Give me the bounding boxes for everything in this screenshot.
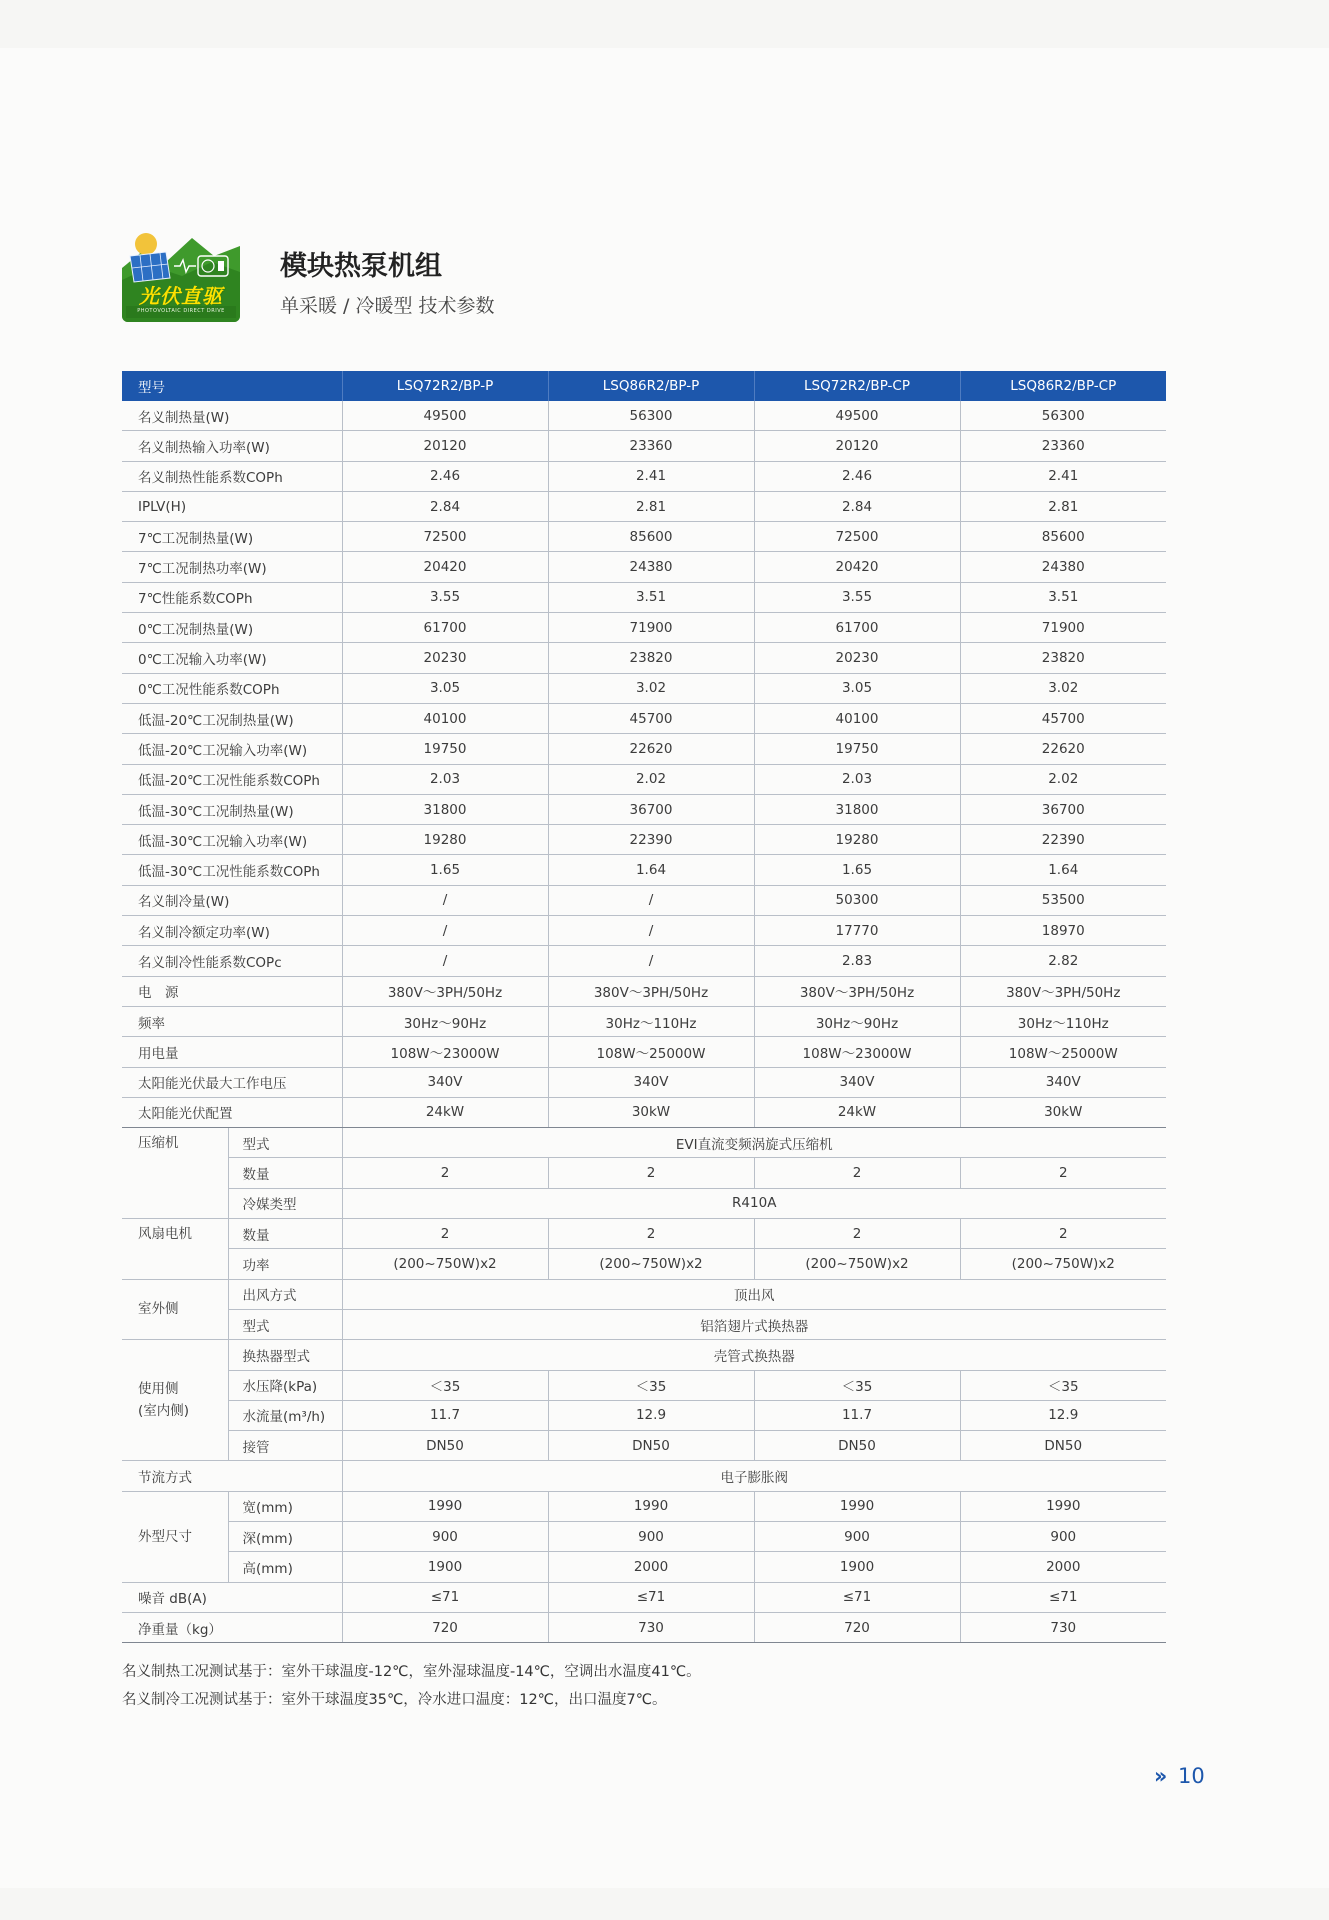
table-cell: / (342, 946, 548, 976)
table-cell: 36700 (548, 794, 754, 824)
table-cell: 1.64 (960, 855, 1166, 885)
table-cell: ≤71 (960, 1582, 1166, 1612)
table-cell: 3.02 (960, 673, 1166, 703)
table-cell: 19280 (342, 825, 548, 855)
group-label-line: (室内侧) (138, 1403, 190, 1420)
table-row (122, 976, 1166, 1006)
table-cell: 340V (342, 1067, 548, 1097)
table-cell: 61700 (754, 613, 960, 643)
table-row (122, 1461, 1166, 1491)
table-cell: 2 (960, 1158, 1166, 1188)
table-cell: 23820 (548, 643, 754, 673)
table-cell: 2 (960, 1219, 1166, 1249)
double-chevron-icon: ›› (1154, 1764, 1164, 1788)
table-cell: 340V (754, 1067, 960, 1097)
page-title: 模块热泵机组 (280, 251, 442, 282)
row-label: IPLV(H) (122, 491, 342, 521)
table-cell: 2000 (960, 1552, 1166, 1582)
row-label: 低温-30℃工况性能系数COPh (122, 855, 342, 885)
table-cell: 2.81 (960, 491, 1166, 521)
table-cell: 2000 (548, 1552, 754, 1582)
row-label: 0℃工况性能系数COPh (122, 673, 342, 703)
logo-subtext: PHOTOVOLTAIC DIRECT DRIVE (137, 308, 225, 314)
sub-label: 出风方式 (228, 1279, 342, 1309)
table-cell: / (548, 946, 754, 976)
table-row (122, 885, 1166, 915)
table-cell: 1.64 (548, 855, 754, 885)
table-cell: / (548, 885, 754, 915)
table-cell: 24380 (548, 552, 754, 582)
table-cell: 1.65 (342, 855, 548, 885)
table-cell: 23820 (960, 643, 1166, 673)
table-cell: 720 (754, 1612, 960, 1642)
table-cell: 30Hz～110Hz (548, 1006, 754, 1036)
table-row (122, 1128, 1166, 1158)
table-cell: ＜35 (548, 1370, 754, 1400)
table-cell: (200~750W)x2 (548, 1249, 754, 1279)
table-row (122, 1279, 1166, 1309)
group-label-outdoor: 室外侧 (122, 1279, 228, 1340)
merged-cell: 电子膨胀阀 (342, 1461, 1166, 1491)
table-cell: ≤71 (754, 1582, 960, 1612)
table-cell: 56300 (548, 401, 754, 431)
table-body (122, 401, 1166, 1128)
table-row (122, 1431, 1166, 1461)
sub-label: 高(mm) (228, 1552, 342, 1582)
table-row (122, 431, 1166, 461)
table-cell: 20420 (754, 552, 960, 582)
table-row (122, 1491, 1166, 1521)
sub-label: 水压降(kPa) (228, 1370, 342, 1400)
table-cell: 2 (754, 1219, 960, 1249)
row-label: 太阳能光伏配置 (122, 1097, 342, 1127)
table-cell: 23360 (548, 431, 754, 461)
table-cell: 49500 (342, 401, 548, 431)
row-label: 低温-30℃工况输入功率(W) (122, 825, 342, 855)
table-cell: 2 (342, 1219, 548, 1249)
column-header: LSQ72R2/BP-CP (754, 371, 960, 401)
table-row (122, 461, 1166, 491)
table-cell: 730 (960, 1612, 1166, 1642)
column-header: LSQ72R2/BP-P (342, 371, 548, 401)
table-row (122, 522, 1166, 552)
row-label: 噪音 dB(A) (122, 1582, 342, 1612)
sub-label: 冷媒类型 (228, 1188, 342, 1218)
row-label: 名义制冷量(W) (122, 885, 342, 915)
merged-cell: EVI直流变频涡旋式压缩机 (342, 1128, 1166, 1158)
table-row (122, 794, 1166, 824)
table-cell: DN50 (548, 1431, 754, 1461)
table-cell: 30Hz～90Hz (754, 1006, 960, 1036)
table-cell: 30kW (548, 1097, 754, 1127)
table-cell: 2.03 (342, 764, 548, 794)
table-cell: 3.55 (754, 582, 960, 612)
table-cell: 20120 (754, 431, 960, 461)
sub-label: 水流量(m³/h) (228, 1400, 342, 1430)
merged-cell: 铝箔翅片式换热器 (342, 1309, 1166, 1339)
table-row (122, 673, 1166, 703)
sub-label: 数量 (228, 1158, 342, 1188)
table-cell: 19750 (754, 734, 960, 764)
table-cell: ＜35 (960, 1370, 1166, 1400)
table-cell: 22390 (548, 825, 754, 855)
table-cell: 3.51 (548, 582, 754, 612)
table-cell: 900 (754, 1521, 960, 1551)
table-cell: 3.05 (342, 673, 548, 703)
table-cell: 2.81 (548, 491, 754, 521)
table-cell: 2 (342, 1158, 548, 1188)
table-cell: 2.46 (754, 461, 960, 491)
row-label: 名义制热量(W) (122, 401, 342, 431)
table-cell: 22620 (960, 734, 1166, 764)
table-cell: 3.05 (754, 673, 960, 703)
row-label: 名义制冷额定功率(W) (122, 916, 342, 946)
table-row (122, 946, 1166, 976)
row-label: 太阳能光伏最大工作电压 (122, 1067, 342, 1097)
table-row (122, 401, 1166, 431)
table-cell: 71900 (960, 613, 1166, 643)
footnotes (122, 1658, 701, 1714)
column-header: 型号 (122, 371, 342, 401)
table-cell: 2 (754, 1158, 960, 1188)
table-cell: 50300 (754, 885, 960, 915)
table-cell: 2.03 (754, 764, 960, 794)
table-row (122, 703, 1166, 733)
row-label: 电 源 (122, 976, 342, 1006)
group-label-compressor: 压缩机 (122, 1128, 228, 1219)
table-cell: 108W～23000W (342, 1037, 548, 1067)
sub-label: 宽(mm) (228, 1491, 342, 1521)
table-cell: (200~750W)x2 (754, 1249, 960, 1279)
table-cell: 72500 (342, 522, 548, 552)
table-cell: 56300 (960, 401, 1166, 431)
table-cell: 19750 (342, 734, 548, 764)
table-cell: 45700 (960, 703, 1166, 733)
table-cell: 108W～25000W (548, 1037, 754, 1067)
table-cell: 36700 (960, 794, 1166, 824)
table-row (122, 643, 1166, 673)
table-cell: (200~750W)x2 (960, 1249, 1166, 1279)
table-cell: 2.83 (754, 946, 960, 976)
table-cell: 730 (548, 1612, 754, 1642)
sub-label: 换热器型式 (228, 1340, 342, 1370)
table-row (122, 613, 1166, 643)
table-cell: 2.41 (960, 461, 1166, 491)
table-row (122, 1552, 1166, 1582)
table-cell: (200~750W)x2 (342, 1249, 548, 1279)
table-cell: 12.9 (960, 1400, 1166, 1430)
table-cell: 61700 (342, 613, 548, 643)
spec-table (122, 371, 1166, 1643)
row-label: 频率 (122, 1006, 342, 1036)
table-cell: 1990 (342, 1491, 548, 1521)
table-row (122, 825, 1166, 855)
table-cell: 20120 (342, 431, 548, 461)
table-cell: 30Hz～90Hz (342, 1006, 548, 1036)
table-row (122, 1249, 1166, 1279)
table-cell: 31800 (342, 794, 548, 824)
table-cell: 3.51 (960, 582, 1166, 612)
sub-label: 接管 (228, 1431, 342, 1461)
table-cell: 2.46 (342, 461, 548, 491)
sub-label: 数量 (228, 1219, 342, 1249)
page-subtitle: 单采暖 / 冷暖型 技术参数 (280, 295, 495, 317)
table-cell: 20230 (342, 643, 548, 673)
table-cell: 30kW (960, 1097, 1166, 1127)
table-row (122, 1309, 1166, 1339)
row-label: 0℃工况输入功率(W) (122, 643, 342, 673)
table-row (122, 1097, 1166, 1127)
merged-cell: 壳管式换热器 (342, 1340, 1166, 1370)
row-label: 低温-20℃工况性能系数COPh (122, 764, 342, 794)
table-cell: 24380 (960, 552, 1166, 582)
table-cell: 1990 (960, 1491, 1166, 1521)
merged-cell: 顶出风 (342, 1279, 1166, 1309)
row-label: 低温-30℃工况制热量(W) (122, 794, 342, 824)
table-cell: / (342, 885, 548, 915)
table-cell: 2.41 (548, 461, 754, 491)
table-cell: 85600 (548, 522, 754, 552)
table-row (122, 1400, 1166, 1430)
table-row (122, 1067, 1166, 1097)
table-header-row (122, 371, 1166, 401)
table-cell: 12.9 (548, 1400, 754, 1430)
table-cell: 24kW (342, 1097, 548, 1127)
row-label: 7℃性能系数COPh (122, 582, 342, 612)
table-cell: ＜35 (754, 1370, 960, 1400)
table-cell: 24kW (754, 1097, 960, 1127)
table-cell: 900 (342, 1521, 548, 1551)
table-cell: / (342, 916, 548, 946)
column-header: LSQ86R2/BP-CP (960, 371, 1166, 401)
table-row (122, 855, 1166, 885)
row-label: 名义制冷性能系数COPc (122, 946, 342, 976)
table-cell: 1900 (754, 1552, 960, 1582)
table-row (122, 1006, 1166, 1036)
row-label: 节流方式 (122, 1461, 342, 1491)
table-cell: 2 (548, 1158, 754, 1188)
table-cell: 40100 (342, 703, 548, 733)
table-cell: 31800 (754, 794, 960, 824)
table-cell: 71900 (548, 613, 754, 643)
page-number (1154, 1764, 1205, 1788)
page-number-value: 10 (1178, 1764, 1205, 1788)
footnote-cooling: 名义制冷工况测试基于：室外干球温度35℃，冷水进口温度：12℃，出口温度7℃。 (122, 1692, 667, 1708)
table-cell: 85600 (960, 522, 1166, 552)
table-cell: 1.65 (754, 855, 960, 885)
table-cell: 3.02 (548, 673, 754, 703)
table-cell: 20230 (754, 643, 960, 673)
table-row (122, 1158, 1166, 1188)
table-cell: DN50 (754, 1431, 960, 1461)
row-label: 0℃工况制热量(W) (122, 613, 342, 643)
sub-label: 型式 (228, 1128, 342, 1158)
table-cell: ≤71 (342, 1582, 548, 1612)
table-cell: ≤71 (548, 1582, 754, 1612)
group-label-indoor (122, 1340, 228, 1461)
table-cell: 340V (960, 1067, 1166, 1097)
sub-label: 深(mm) (228, 1521, 342, 1551)
table-cell: 1990 (548, 1491, 754, 1521)
table-cell: 18970 (960, 916, 1166, 946)
table-cell: 108W～23000W (754, 1037, 960, 1067)
table-row (122, 1037, 1166, 1067)
table-cell: 2 (548, 1219, 754, 1249)
table-cell: 380V～3PH/50Hz (342, 976, 548, 1006)
table-cell: 1900 (342, 1552, 548, 1582)
footnote-heating: 名义制热工况测试基于：室外干球温度-12℃，室外湿球温度-14℃，空调出水温度41℃。 (122, 1664, 701, 1680)
table-cell: 2.02 (960, 764, 1166, 794)
table-cell: 49500 (754, 401, 960, 431)
table-row (122, 1188, 1166, 1218)
table-row (122, 491, 1166, 521)
table-cell: 2.84 (754, 491, 960, 521)
table-cell: 30Hz～110Hz (960, 1006, 1166, 1036)
row-label: 用电量 (122, 1037, 342, 1067)
table-cell: 40100 (754, 703, 960, 733)
table-cell: 72500 (754, 522, 960, 552)
table-row (122, 1521, 1166, 1551)
row-label: 7℃工况制热量(W) (122, 522, 342, 552)
table-row (122, 552, 1166, 582)
table-cell: 1990 (754, 1491, 960, 1521)
table-row (122, 1370, 1166, 1400)
table-cell: 17770 (754, 916, 960, 946)
table-cell: / (548, 916, 754, 946)
table-cell: 380V～3PH/50Hz (548, 976, 754, 1006)
sub-label: 功率 (228, 1249, 342, 1279)
row-label: 7℃工况制热功率(W) (122, 552, 342, 582)
table-cell: ＜35 (342, 1370, 548, 1400)
row-label: 名义制热输入功率(W) (122, 431, 342, 461)
table-cell: 53500 (960, 885, 1166, 915)
table-row (122, 734, 1166, 764)
table-cell: 2.82 (960, 946, 1166, 976)
table-cell: 20420 (342, 552, 548, 582)
merged-cell: R410A (342, 1188, 1166, 1218)
table-cell: 45700 (548, 703, 754, 733)
photovoltaic-logo (122, 228, 240, 322)
table-cell: 900 (548, 1521, 754, 1551)
row-label: 低温-20℃工况制热量(W) (122, 703, 342, 733)
table-cell: 380V～3PH/50Hz (754, 976, 960, 1006)
table-cell: 108W～25000W (960, 1037, 1166, 1067)
table-cell: 22390 (960, 825, 1166, 855)
table-cell: 23360 (960, 431, 1166, 461)
table-row (122, 916, 1166, 946)
table-cell: 3.55 (342, 582, 548, 612)
table-cell: DN50 (960, 1431, 1166, 1461)
table-cell: 900 (960, 1521, 1166, 1551)
table-cell: DN50 (342, 1431, 548, 1461)
row-label: 名义制热性能系数COPh (122, 461, 342, 491)
table-cell: 22620 (548, 734, 754, 764)
table-row (122, 1219, 1166, 1249)
row-label: 净重量（kg） (122, 1612, 342, 1642)
table-row (122, 1612, 1166, 1642)
sub-label: 型式 (228, 1309, 342, 1339)
table-cell: 2.84 (342, 491, 548, 521)
group-label-dimensions: 外型尺寸 (122, 1491, 228, 1582)
table-cell: 11.7 (754, 1400, 960, 1430)
logo-text: 光伏直驱 (139, 284, 223, 308)
table-cell: 720 (342, 1612, 548, 1642)
table-body-groups (122, 1128, 1166, 1643)
table-row (122, 1340, 1166, 1370)
group-label-fan: 风扇电机 (122, 1219, 228, 1280)
table-row (122, 764, 1166, 794)
table-row (122, 582, 1166, 612)
column-header: LSQ86R2/BP-P (548, 371, 754, 401)
table-cell: 340V (548, 1067, 754, 1097)
row-label: 低温-20℃工况输入功率(W) (122, 734, 342, 764)
table-cell: 2.02 (548, 764, 754, 794)
table-cell: 19280 (754, 825, 960, 855)
group-label-line: 使用侧 (138, 1381, 179, 1398)
table-row (122, 1582, 1166, 1612)
table-cell: 380V～3PH/50Hz (960, 976, 1166, 1006)
table-cell: 11.7 (342, 1400, 548, 1430)
